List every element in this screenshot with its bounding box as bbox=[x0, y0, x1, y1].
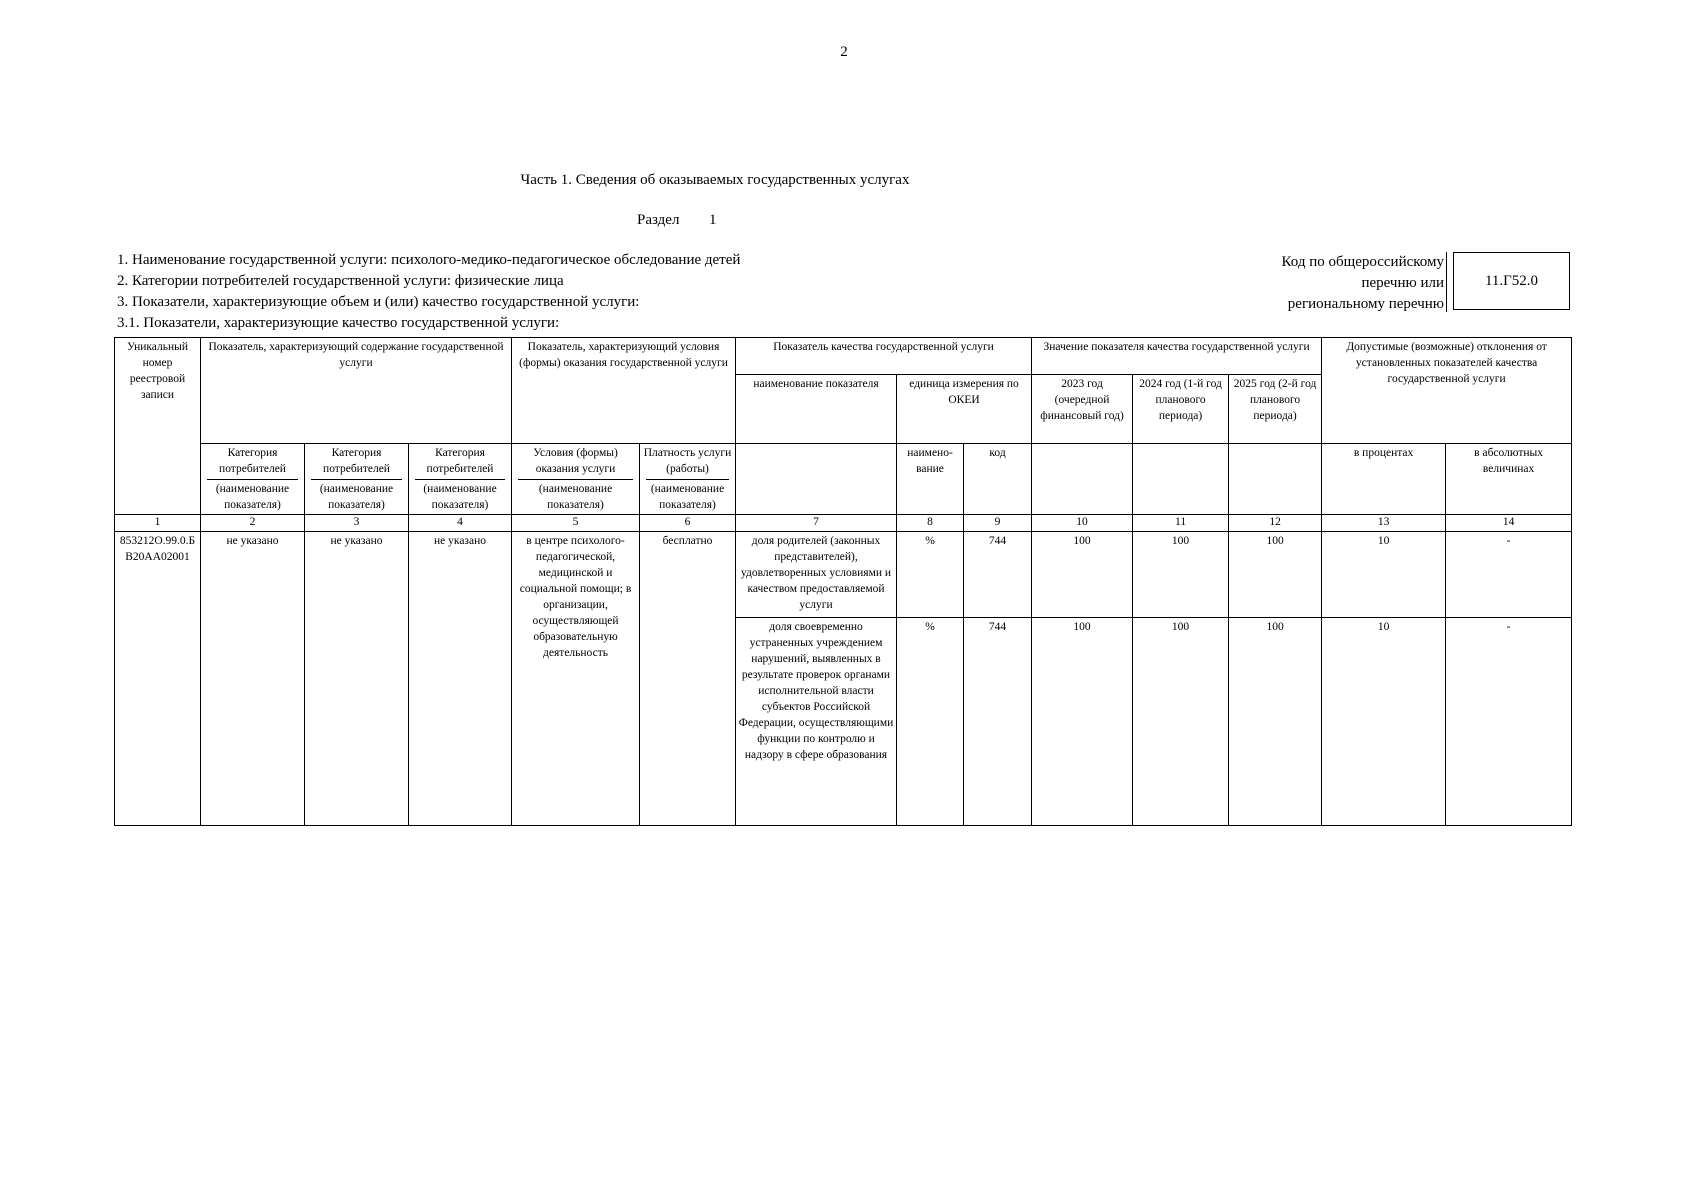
unit-code: 744 bbox=[964, 618, 1032, 826]
registry-code-value: 11.Г52.0 bbox=[1484, 272, 1539, 289]
header-in-absolute: в абсолютных величинах bbox=[1446, 444, 1572, 515]
code-label-line: региональному перечню bbox=[1287, 296, 1444, 312]
indicators-line: 3. Показатели, характеризующие объем и (или) качество государственной услуги: bbox=[117, 294, 640, 310]
column-number: 8 bbox=[897, 515, 964, 532]
consumer-category-line: 2. Категории потребителей государственной услуги: физические лица bbox=[117, 273, 564, 289]
registry-number: 853212О.99.0.БВ20АА02001 bbox=[115, 532, 201, 826]
header-year-2025: 2025 год (2-й год планового периода) bbox=[1233, 378, 1317, 422]
consumer-category-3: не указано bbox=[409, 532, 512, 826]
header-indicator-name-note: (наименование показателя) bbox=[319, 483, 394, 511]
indicator-name: доля своевременно устраненных учреждением нарушений, выявленных в результате проверок органами исполнительной власти субъектов Российской Федерации, осуществляющими функции по контролю и надзору в сфере образования bbox=[736, 618, 897, 826]
value-2023: 100 bbox=[1032, 618, 1133, 826]
header-indicator-name-note: (наименование показателя) bbox=[215, 483, 290, 511]
column-number: 13 bbox=[1322, 515, 1446, 532]
code-label-line: Код по общероссийскому bbox=[1281, 254, 1444, 270]
unit-name: % bbox=[897, 618, 964, 826]
header-consumer-category-2 bbox=[305, 444, 409, 515]
section-number: 1 bbox=[708, 212, 717, 228]
value-2023: 100 bbox=[1032, 532, 1133, 618]
column-number: 3 bbox=[305, 515, 409, 532]
deviation-percent: 10 bbox=[1322, 532, 1446, 618]
header-indicator-name-blank bbox=[736, 444, 897, 515]
header-quality-indicator-title: Показатель качества государственной услуги bbox=[773, 341, 994, 353]
header-unit-code: код bbox=[964, 444, 1032, 515]
header-service-fee bbox=[640, 444, 736, 515]
header-quality-value-title: Значение показателя качества государственной услуги bbox=[1043, 341, 1310, 353]
header-indicator-name-note: (наименование показателя) bbox=[538, 483, 613, 511]
column-number: 4 bbox=[409, 515, 512, 532]
column-number: 9 bbox=[964, 515, 1032, 532]
header-quality-indicator bbox=[736, 338, 1032, 444]
header-unique-number: Уникальный номер реестровой записи bbox=[115, 338, 201, 515]
service-name-line: 1. Наименование государственной услуги: психолого-медико-педагогическое обследование детей bbox=[117, 252, 741, 268]
header-indicator-name-note: (наименование показателя) bbox=[650, 483, 725, 511]
column-number-row bbox=[115, 515, 1572, 532]
header-service-fee-label: Платность услуги (работы) bbox=[643, 447, 732, 475]
header-consumer-category-label: Категория потребителей bbox=[219, 447, 286, 475]
table-row bbox=[115, 532, 1572, 618]
header-indicator-name: наименование показателя bbox=[736, 375, 897, 443]
part-title: Часть 1. Сведения об оказываемых государственных услугах bbox=[520, 172, 910, 188]
column-number: 6 bbox=[640, 515, 736, 532]
quality-indicators-line: 3.1. Показатели, характеризующие качество государственной услуги: bbox=[117, 315, 560, 331]
header-year-2025-blank bbox=[1229, 444, 1322, 515]
service-conditions: в центре психолого-педагогической, медицинской и социальной помощи; в организации, осуществляющей образовательную деятельность bbox=[512, 532, 640, 826]
column-number: 12 bbox=[1229, 515, 1322, 532]
header-unit-okei: единица измерения по ОКЕИ bbox=[909, 378, 1019, 406]
deviation-percent: 10 bbox=[1322, 618, 1446, 826]
service-fee: бесплатно bbox=[640, 532, 736, 826]
header-deviations: Допустимые (возможные) отклонения от установленных показателей качества государственной услуги bbox=[1322, 338, 1572, 444]
value-2024: 100 bbox=[1133, 532, 1229, 618]
code-label-divider bbox=[1446, 252, 1447, 312]
section-heading bbox=[637, 212, 716, 229]
code-label-line: перечню или bbox=[1361, 275, 1444, 291]
page-number: 2 bbox=[840, 44, 848, 60]
header-conditions-indicator: Показатель, характеризующий условия (формы) оказания государственной услуги bbox=[512, 338, 736, 444]
deviation-absolute: - bbox=[1446, 532, 1572, 618]
section-label: Раздел bbox=[637, 212, 680, 228]
header-year-2024-blank bbox=[1133, 444, 1229, 515]
registry-code-box bbox=[1453, 252, 1570, 310]
header-consumer-category-label: Категория потребителей bbox=[426, 447, 494, 475]
unit-name: % bbox=[897, 532, 964, 618]
header-year-2024: 2024 год (1-й год планового периода) bbox=[1133, 375, 1229, 443]
value-2024: 100 bbox=[1133, 618, 1229, 826]
header-in-percent: в процентах bbox=[1322, 444, 1446, 515]
code-label bbox=[1180, 252, 1444, 315]
header-quality-value bbox=[1032, 338, 1322, 444]
header-consumer-category-3 bbox=[409, 444, 512, 515]
column-number: 5 bbox=[512, 515, 640, 532]
column-number: 1 bbox=[115, 515, 201, 532]
column-number: 7 bbox=[736, 515, 897, 532]
header-consumer-category-1 bbox=[201, 444, 305, 515]
value-2025: 100 bbox=[1229, 618, 1322, 826]
column-number: 14 bbox=[1446, 515, 1572, 532]
column-number: 2 bbox=[201, 515, 305, 532]
header-year-2023: 2023 год (очередной финансовый год) bbox=[1032, 375, 1133, 443]
header-consumer-category-label: Категория потребителей bbox=[323, 447, 390, 475]
header-indicator-name-note: (наименование показателя) bbox=[423, 483, 497, 511]
header-service-conditions bbox=[512, 444, 640, 515]
value-2025: 100 bbox=[1229, 532, 1322, 618]
header-unit-name: наимено-вание bbox=[897, 444, 964, 515]
column-number: 10 bbox=[1032, 515, 1133, 532]
header-content-indicator: Показатель, характеризующий содержание государственной услуги bbox=[201, 338, 512, 444]
header-service-conditions-label: Условия (формы) оказания услуги bbox=[533, 447, 618, 475]
quality-indicators-table bbox=[114, 337, 1572, 826]
header-year-2023-blank bbox=[1032, 444, 1133, 515]
column-number: 11 bbox=[1133, 515, 1229, 532]
consumer-category-1: не указано bbox=[201, 532, 305, 826]
unit-code: 744 bbox=[964, 532, 1032, 618]
indicator-name: доля родителей (законных представителей), удовлетворенных условиями и качеством предоставляемой услуги bbox=[736, 532, 897, 618]
consumer-category-2: не указано bbox=[305, 532, 409, 826]
deviation-absolute: - bbox=[1446, 618, 1572, 826]
